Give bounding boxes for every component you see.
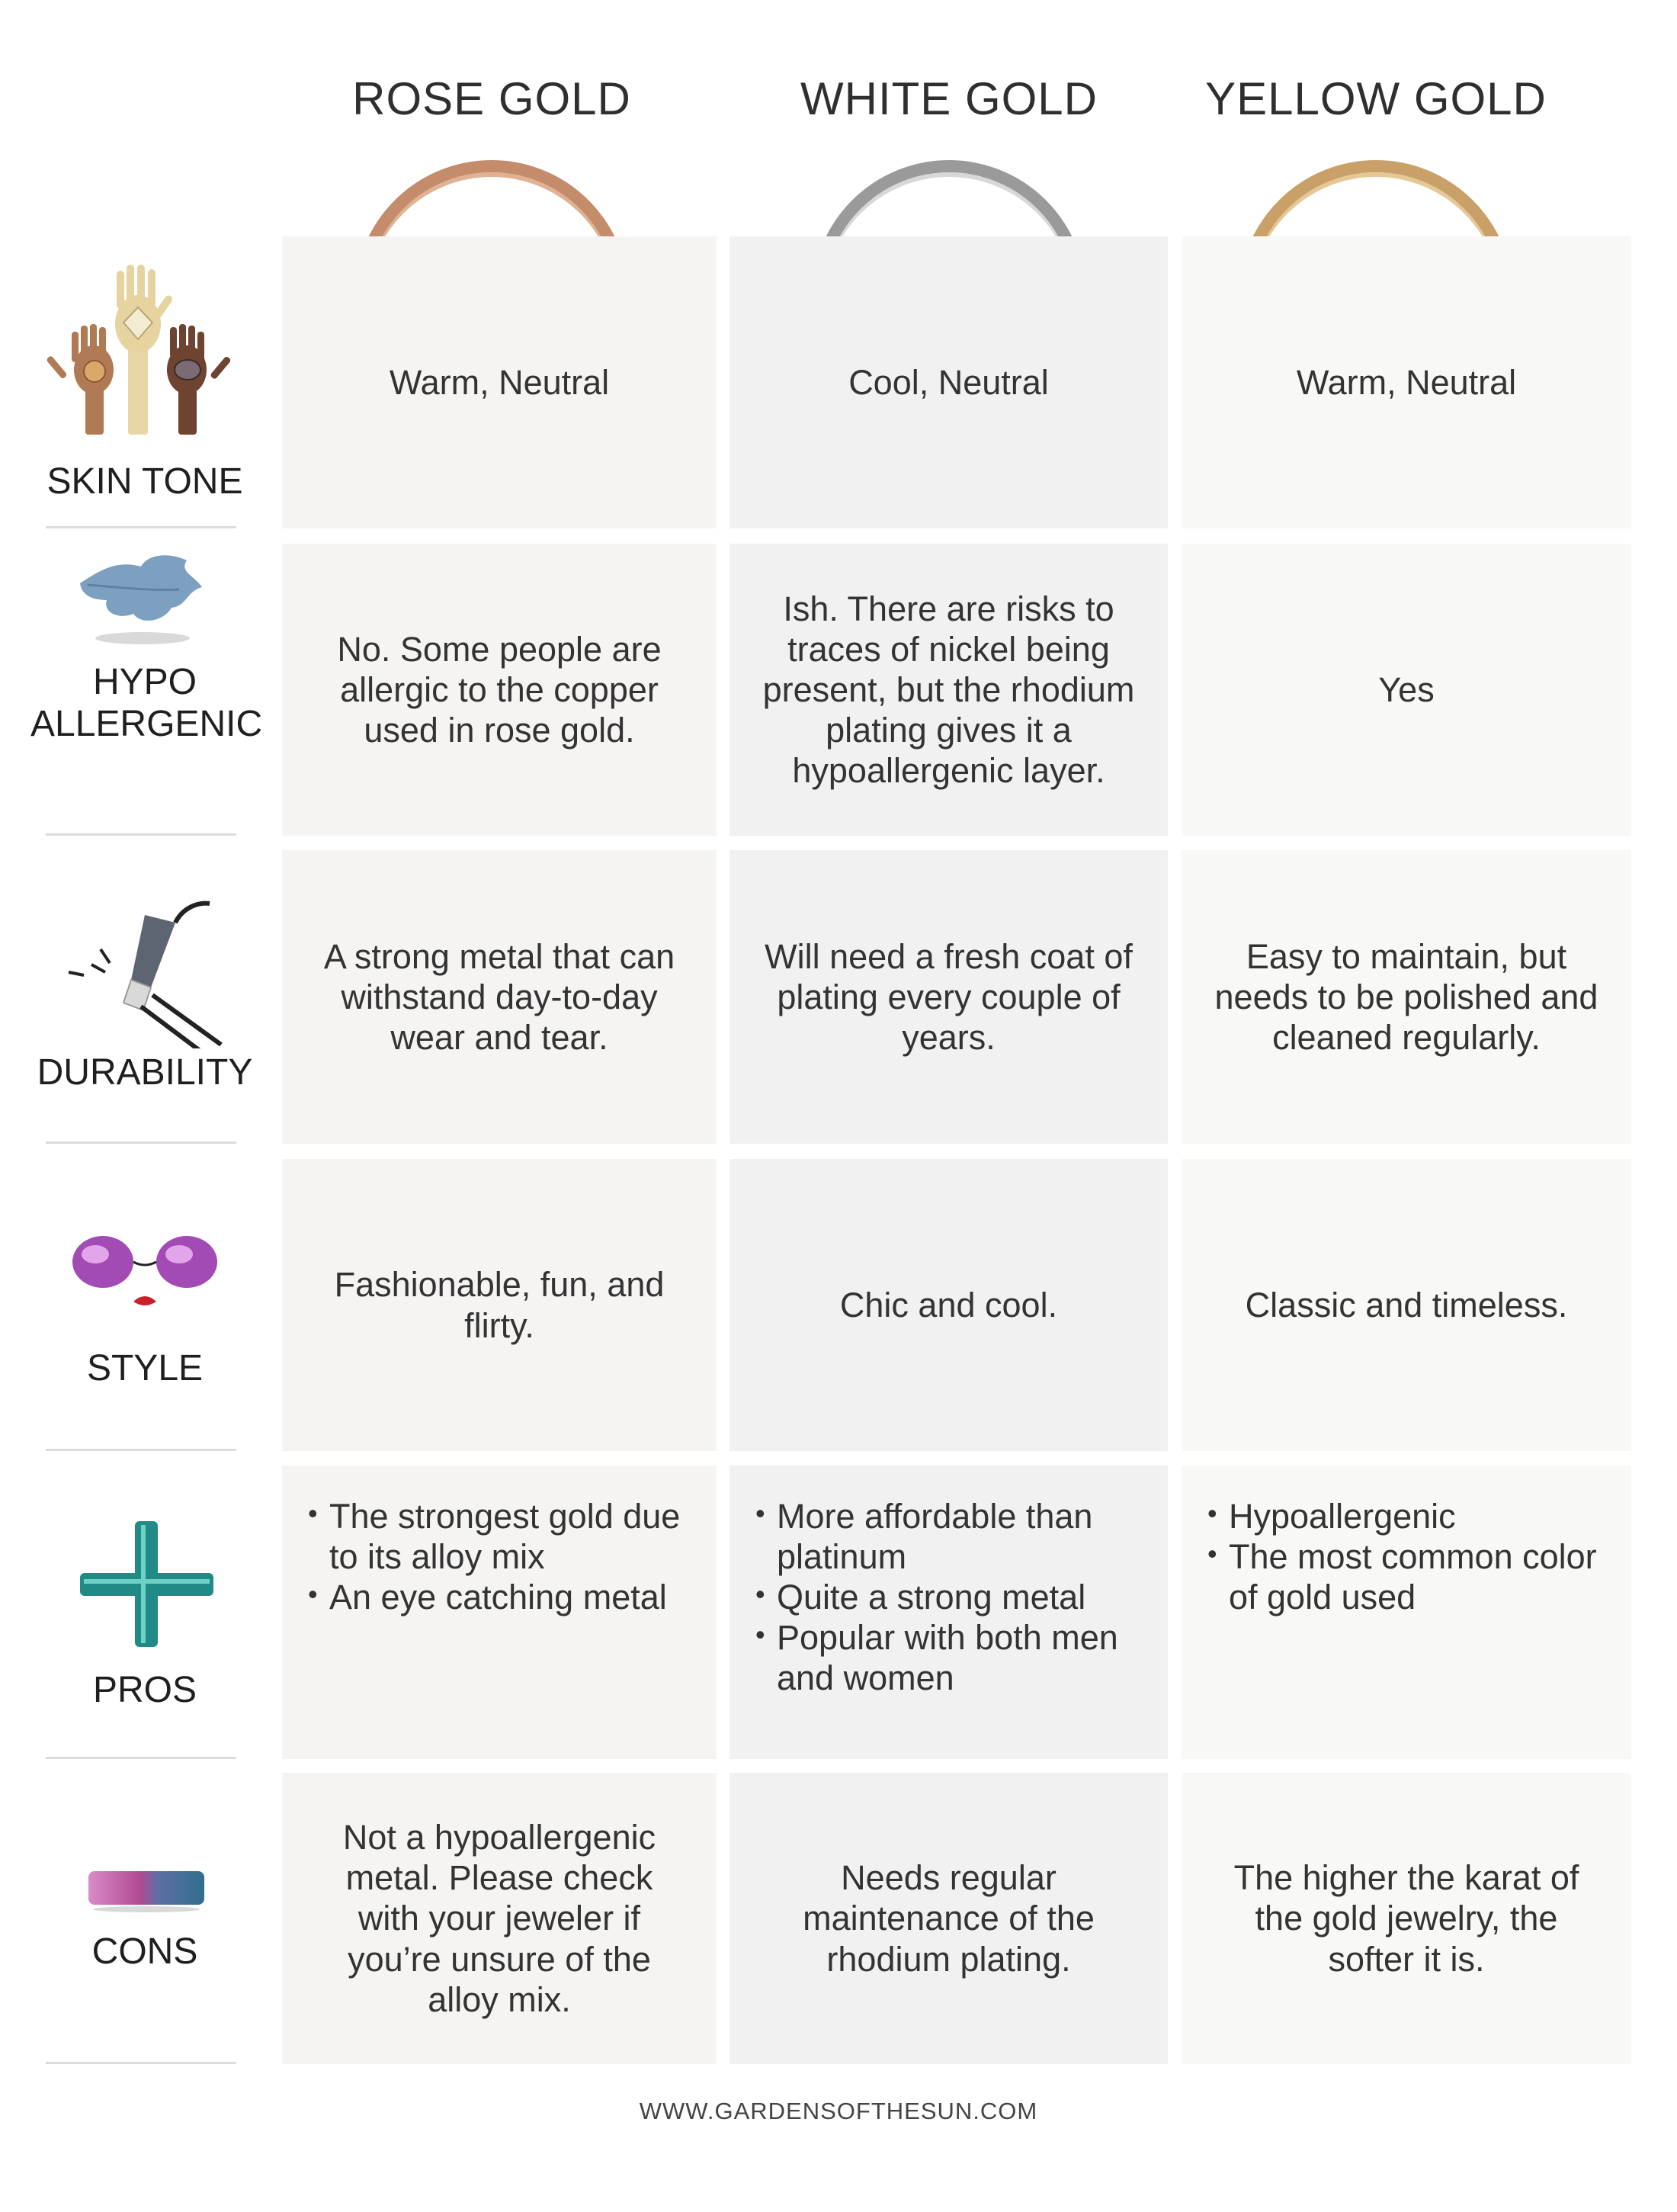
tourmaline-minus-icon <box>85 1867 207 1912</box>
row-label-hypo-line1: HYPO <box>92 662 197 702</box>
row-divider <box>46 1757 236 1759</box>
hands-with-gems-icon <box>46 263 236 438</box>
row-label-cons: CONS <box>91 1931 198 1972</box>
row-divider <box>46 2062 236 2064</box>
row-label-hypo-line2: ALLERGENIC <box>30 703 263 744</box>
cell-hypo-rose: No. Some people are allergic to the copper used in rose gold. <box>282 544 717 836</box>
column-header-yellow-gold: YELLOW GOLD <box>1205 73 1547 124</box>
row-label-hypoallergenic <box>30 662 263 745</box>
yellow-gold-ring-image <box>1239 160 1513 244</box>
white-gold-ring-image <box>812 160 1086 244</box>
emerald-plus-icon <box>80 1521 213 1647</box>
list-item: • The most common color of gold used <box>1204 1536 1608 1617</box>
cell-skin-tone-yellow: Warm, Neutral <box>1182 236 1631 528</box>
cell-cons-yellow: The higher the karat of the gold jewelry, the softer it is. <box>1182 1773 1631 2064</box>
list-item: • Hypoallergenic <box>1204 1496 1608 1536</box>
cell-style-yellow: Classic and timeless. <box>1182 1159 1631 1451</box>
cell-durability-rose: A strong metal that can withstand day-to-day wear and tear. <box>282 850 717 1144</box>
footer-website-link[interactable]: WWW.GARDENSOFTHESUN.COM <box>639 2098 1038 2124</box>
gem-sunglasses-icon <box>65 1231 225 1315</box>
cell-skin-tone-rose: Warm, Neutral <box>282 236 717 528</box>
row-label-skin-tone: SKIN TONE <box>46 461 243 502</box>
cell-pros-rose <box>282 1466 717 1759</box>
list-item: • More affordable than platinum <box>752 1496 1145 1577</box>
column-header-rose-gold: ROSE GOLD <box>352 73 631 124</box>
list-item: • The strongest gold due to its alloy mix <box>305 1496 694 1577</box>
hammer-gem-icon <box>61 896 229 1048</box>
list-item: • Quite a strong metal <box>752 1577 1145 1617</box>
row-divider <box>46 833 236 836</box>
row-divider <box>46 526 236 528</box>
cell-skin-tone-white: Cool, Neutral <box>729 236 1168 528</box>
row-label-durability: DURABILITY <box>37 1052 253 1093</box>
cell-pros-yellow <box>1182 1466 1631 1759</box>
cell-cons-white: Needs regular maintenance of the rhodium plating. <box>729 1773 1168 2064</box>
row-label-style: STYLE <box>86 1348 204 1389</box>
row-divider <box>46 1449 236 1451</box>
row-label-pros: PROS <box>92 1670 197 1710</box>
cell-durability-yellow: Easy to maintain, but needs to be polished and cleaned regularly. <box>1182 850 1631 1144</box>
row-divider <box>46 1141 236 1144</box>
cell-style-white: Chic and cool. <box>729 1159 1168 1451</box>
cell-cons-rose: Not a hypoallergenic metal. Please check with your jeweler if you’re unsure of the alloy mix. <box>282 1773 717 2064</box>
cell-hypo-white: Ish. There are risks to traces of nickel being present, but the rhodium plating gives it a hypoallergenic layer. <box>729 544 1168 836</box>
cell-style-rose: Fashionable, fun, and flirty. <box>282 1159 717 1451</box>
cell-durability-white: Will need a fresh coat of plating every couple of years. <box>729 850 1168 1144</box>
column-header-white-gold: WHITE GOLD <box>800 73 1098 124</box>
leaf-icon <box>72 553 210 652</box>
cell-hypo-yellow: Yes <box>1182 544 1631 836</box>
rose-gold-ring-image <box>354 160 629 244</box>
cell-pros-white <box>729 1466 1168 1759</box>
list-item: • Popular with both men and women <box>752 1617 1145 1698</box>
list-item: • An eye catching metal <box>305 1577 694 1617</box>
